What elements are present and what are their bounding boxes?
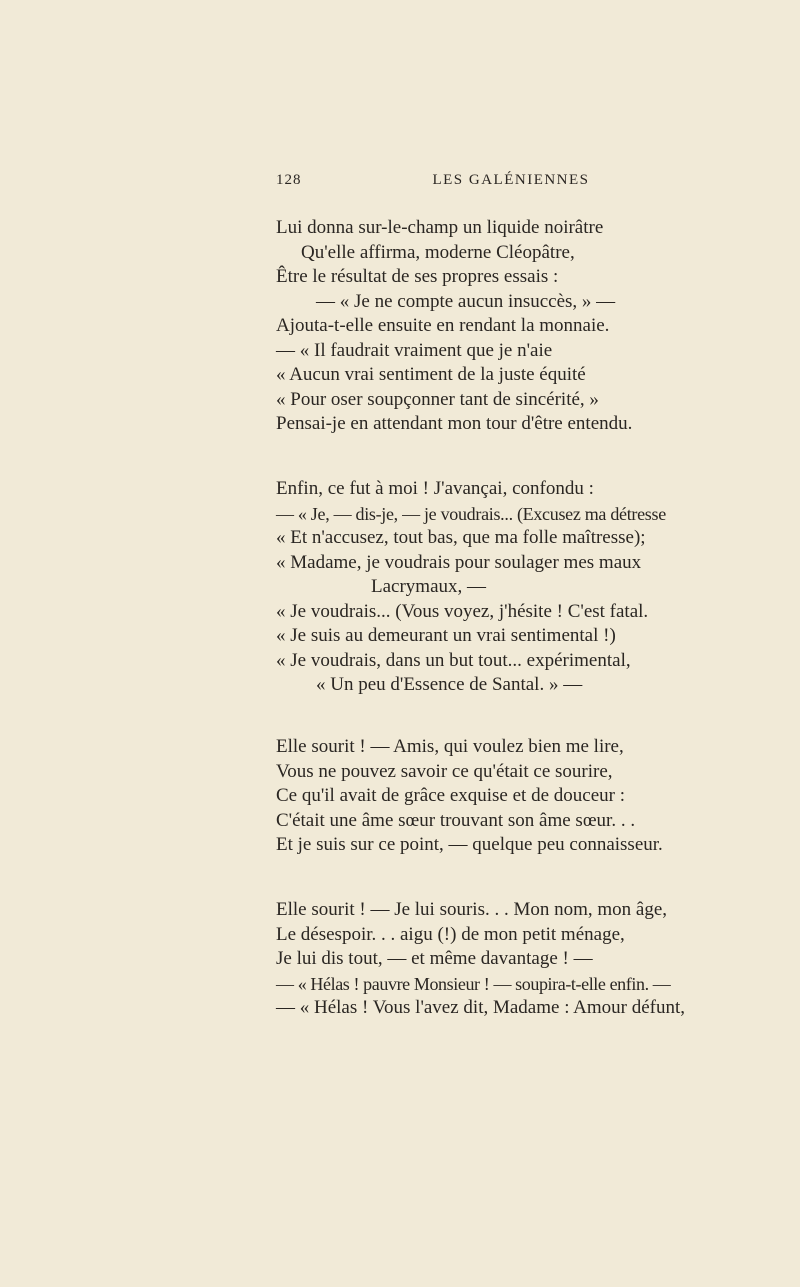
verse-line: — « Je, — dis-je, — je voudrais... (Excusez ma détresse (276, 503, 666, 524)
verse-line: — « Je ne compte aucun insuccès, » — (316, 290, 616, 312)
verse-line: Elle sourit ! — Je lui souris. . . Mon nom, mon âge, (276, 899, 668, 920)
verse-line: Et je suis sur ce point, — quelque peu connaisseur. (276, 834, 663, 855)
verse-line: « Aucun vrai sentiment de la juste équité (276, 364, 586, 385)
verse-line: « Et n'accusez, tout bas, que ma folle maîtresse); (276, 527, 646, 548)
verse-line: — « Hélas ! Vous l'avez dit, Madame : Amour défunt, (276, 997, 686, 1018)
verse-line: Ajouta-t-elle ensuite en rendant la monnaie. (276, 315, 610, 336)
verse-line: « Madame, je voudrais pour soulager mes maux (276, 551, 642, 573)
stanza-3 (276, 735, 776, 858)
verse-line: Le désespoir. . . aigu (!) de mon petit ménage, (276, 923, 625, 945)
verse-line: « Je voudrais... (Vous voyez, j'hésite ! C'est fatal. (276, 600, 649, 622)
verse-line: Qu'elle affirma, moderne Cléopâtre, (301, 241, 575, 263)
verse-line: Je lui dis tout, — et même davantage ! — (276, 948, 593, 969)
page-number: 128 (276, 172, 302, 188)
page-header (276, 172, 746, 194)
verse-line: « Je suis au demeurant un vrai sentimental !) (276, 625, 616, 646)
verse-line: Pensai-je en attendant mon tour d'être entendu. (276, 413, 633, 434)
verse-line: — « Il faudrait vraiment que je n'aie (276, 339, 553, 361)
verse-line: Ce qu'il avait de grâce exquise et de douceur : (276, 785, 625, 806)
verse-line: Vous ne pouvez savoir ce qu'était ce sourire, (276, 760, 613, 782)
verse-line: — « Hélas ! pauvre Monsieur ! — soupira-t-elle enfin. — (276, 973, 671, 994)
verse-line: « Je voudrais, dans un but tout... expérimental, (276, 649, 631, 671)
stanza-4 (276, 898, 776, 1021)
verse-line: « Un peu d'Essence de Santal. » — (316, 674, 583, 695)
verse-line: Lacrymaux, — (371, 576, 487, 597)
verse-line: Elle sourit ! — Amis, qui voulez bien me lire, (276, 736, 624, 757)
verse-line: Être le résultat de ses propres essais : (276, 266, 559, 287)
stanza-2 (276, 477, 776, 698)
verse-line: Lui donna sur-le-champ un liquide noirâtre (276, 217, 604, 238)
running-title: LES GALÉNIENNES (432, 172, 590, 188)
verse-line: C'était une âme sœur trouvant son âme sœur. . . (276, 809, 636, 831)
verse-line: Enfin, ce fut à moi ! J'avançai, confondu : (276, 478, 594, 499)
verse-line: « Pour oser soupçonner tant de sincérité, » (276, 388, 599, 410)
stanza-1 (276, 216, 776, 437)
